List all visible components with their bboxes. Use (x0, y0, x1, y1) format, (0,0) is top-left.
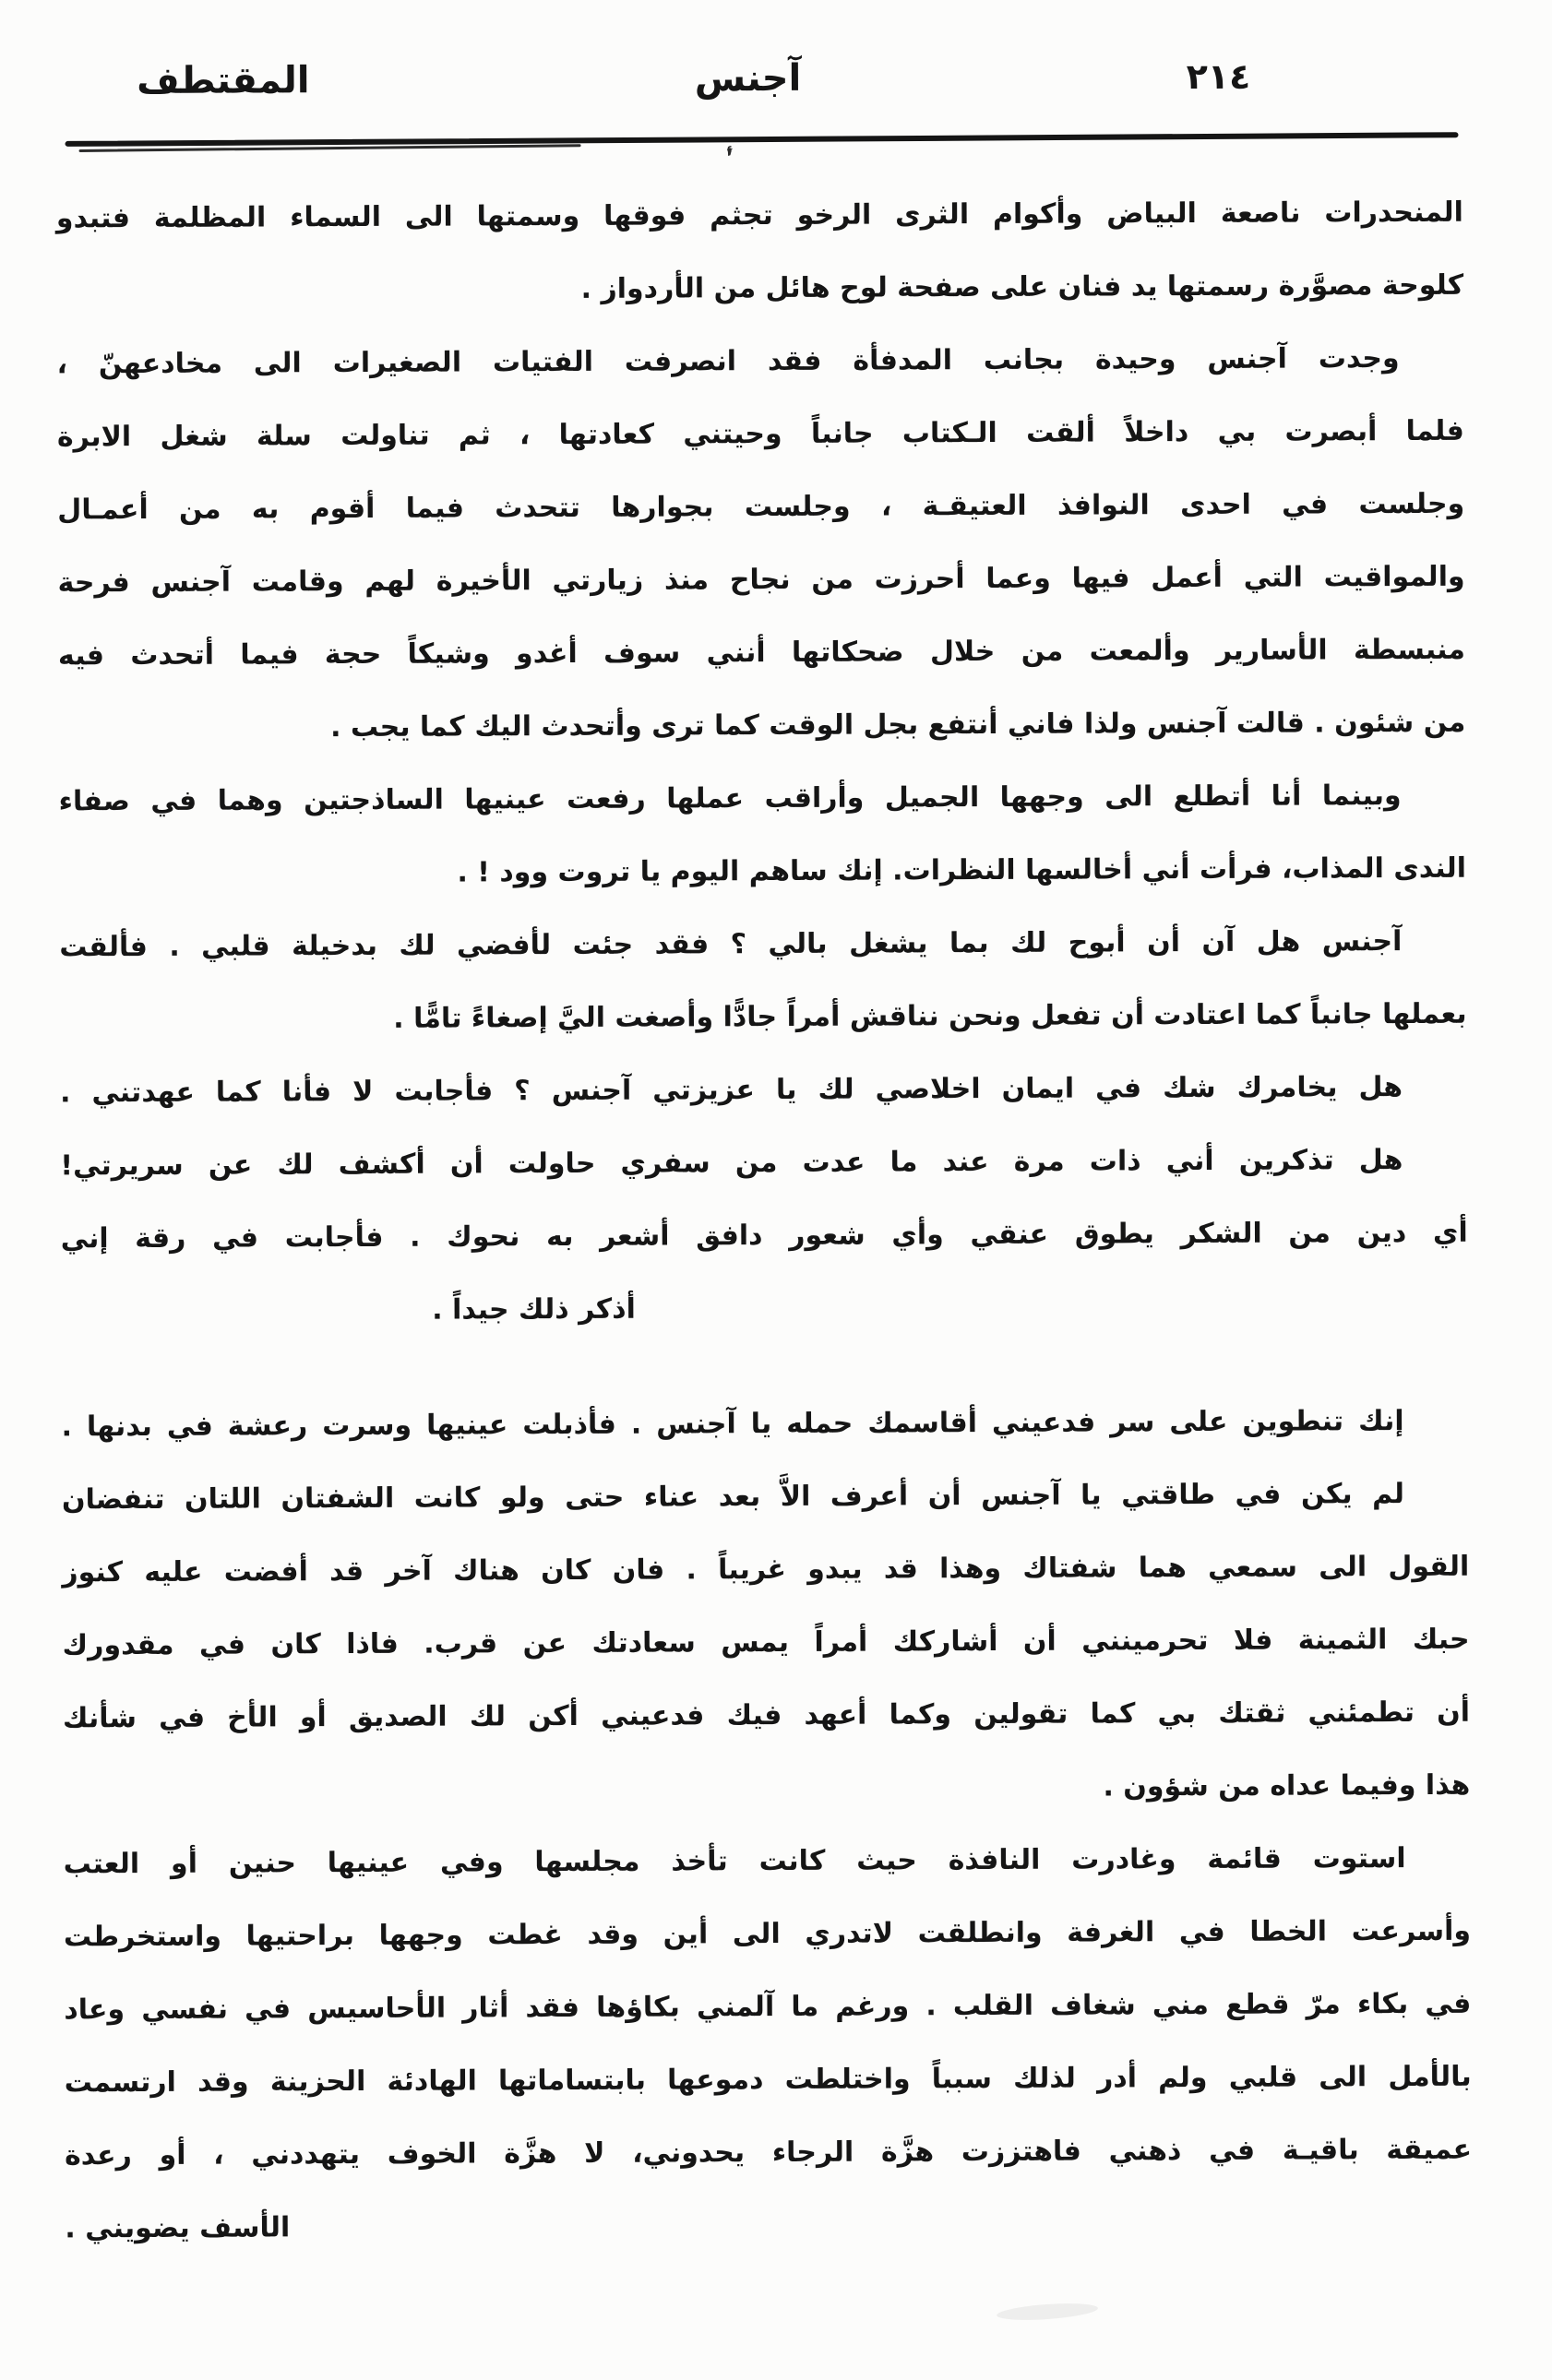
text-line: القول الى سمعي هما شفتاك وهذا قد يبدو غريباً . فان كان هناك آخر قد أفضت عليه كنوز (62, 1550, 1470, 1589)
text-line: منبسطة الأسارير وألمعت من خلال ضحكاتها أنني سوف أغدو وشيكاً حجة فيما أتحدث فيه (57, 633, 1466, 672)
scan-smudge (997, 2301, 1099, 2323)
text-line: هل يخامرك شك في ايمان اخلاصي لك يا عزيزتي آجنس ؟ فأجابت لا فأنا كما عهدتني . (59, 1071, 1403, 1110)
text-line: هذا وفيما عداه من شؤون . (1103, 1768, 1471, 1803)
paragraph (62, 1458, 1471, 1828)
paragraph (56, 176, 1464, 328)
scan-artifact-mark: ٔ٬ (722, 143, 740, 171)
paragraph (60, 1124, 1468, 1349)
text-line: آجنس هل آن أن أبوح لك بما يشغل بالي ؟ فقد جئت لأفضي لك بدخيلة قلبي . فألقت (59, 925, 1403, 964)
text-line: أن تطمئني ثقتك بي كما تقولين وكما أعهد فيك فدعيني أكن لك الصديق أو الأخ في شأنك (62, 1696, 1471, 1735)
text-line: وبينما أنا أتطلع الى وجهها الجميل وأراقب عملها رفعت عينيها الساذجتين وهما في صفاء (58, 779, 1402, 818)
text-line: وجلست في احدى النوافذ العتيقـة ، وجلست بجوارها تتحدث فيما أقوم به من أعمـال (57, 487, 1465, 527)
paragraph (63, 1822, 1472, 2266)
text-line: لم يكن في طاقتي يا آجنس أن أعرف الاَّ بعد عناء حتى ولو كانت الشفتان اللتان تنفضان (61, 1478, 1405, 1517)
text-line: استوت قائمة وغادرت النافذة حيث كانت تأخذ مجلسها وفي عينيها حنين أو العتب (63, 1842, 1406, 1881)
text-line: كلوحة مصوَّرة رسمتها يد فنان على صفحة لوح هائل من الأردواز . (580, 268, 1464, 305)
text-line: والمواقيت التي أعمل فيها وعما أحرزت من نجاح منذ زيارتي الأخيرة لهم وقامت آجنس فرحة (57, 560, 1465, 600)
text-line: حبك الثمينة فلا تحرمينني أن أشاركك أمراً يمس سعادتك عن قرب. فاذا كان في مقدورك (62, 1623, 1470, 1662)
text-line: الأسف يضويني . (65, 2211, 291, 2245)
paragraph (59, 905, 1467, 1057)
paragraph (58, 759, 1466, 911)
chapter-title: آجنس (694, 56, 802, 101)
text-line: بعملها جانباً كما اعتادت أن تفعل ونحن نناقش أمراً جادًّا وأصغت اليَّ إصغاءً تامًّا . (393, 997, 1467, 1035)
text-line: الندى المذاب، فرأت أني أخالسها النظرات. إنك ساهم اليوم يا تروت وود ! . (457, 851, 1467, 889)
body-text (0, 144, 1552, 2265)
text-line: فلما أبصرت بي داخلاً ألقت الـكتاب جانباً وحيتني كعادتها ، ثم تناولت سلة شغل الابرة (56, 414, 1464, 454)
paragraph (61, 1385, 1468, 1464)
text-line: أذكر ذلك جيداً . (432, 1292, 636, 1327)
journal-name: المقتطف (137, 59, 310, 103)
page-header (0, 0, 1550, 109)
paragraph (56, 322, 1465, 766)
page-number: ٢١٤ (1186, 55, 1251, 98)
header-rule-line (66, 132, 1459, 147)
text-line: هل تذكرين أني ذات مرة عند ما عدت من سفري حاولت أن أكشف لك عن سريرتي! (60, 1144, 1403, 1183)
text-line: من شئون . قالت آجنس ولذا فاني أنتفع بجل الوقت كما ترى وأتحدث اليك كما يجب . (330, 706, 1466, 744)
text-line: إنك تنطوين على سر فدعيني أقاسمك حمله يا آجنس . فأذبلت عينيها وسرت رعشة في بدنها . (61, 1405, 1404, 1444)
paragraph (60, 1051, 1467, 1130)
text-line: بالأمل الى قلبي ولم أدر لذلك سبباً واختلطت دموعها بابتساماتها الهادئة الحزينة وقد ارتسمت (64, 2060, 1472, 2100)
text-line: عميقة باقيـة في ذهني فاهتززت هزَّة الرجاء يحدوني، لا هزَّة الخوف يتهددني ، أو رعدة (64, 2133, 1473, 2172)
text-line: وجدت آجنس وحيدة بجانب المدفأة فقد انصرفت الفتيات الصغيرات الى مخادعهنّ ، (56, 342, 1400, 381)
text-line: أي دين من الشكر يطوق عنقي وأي شعور دافق أشعر به نحوك . فأجابت في رقة إني (60, 1216, 1468, 1255)
text-line: المنحدرات ناصعة البياض وأكوام الثرى الرخو تجثم فوقها وسمتها الى السماء المظلمة فتبدو (55, 196, 1463, 235)
text-line: وأسرعت الخطا في الغرفة وانطلقت لاتدري الى أين وقد غطت وجهها براحتيها واستخرطت (63, 1914, 1472, 1954)
text-line: في بكاء مرّ قطع مني شغاف القلب . ورغم ما آلمني بكاؤها فقد أثار الأحاسيس في نفسي وعاد (64, 1987, 1472, 2027)
